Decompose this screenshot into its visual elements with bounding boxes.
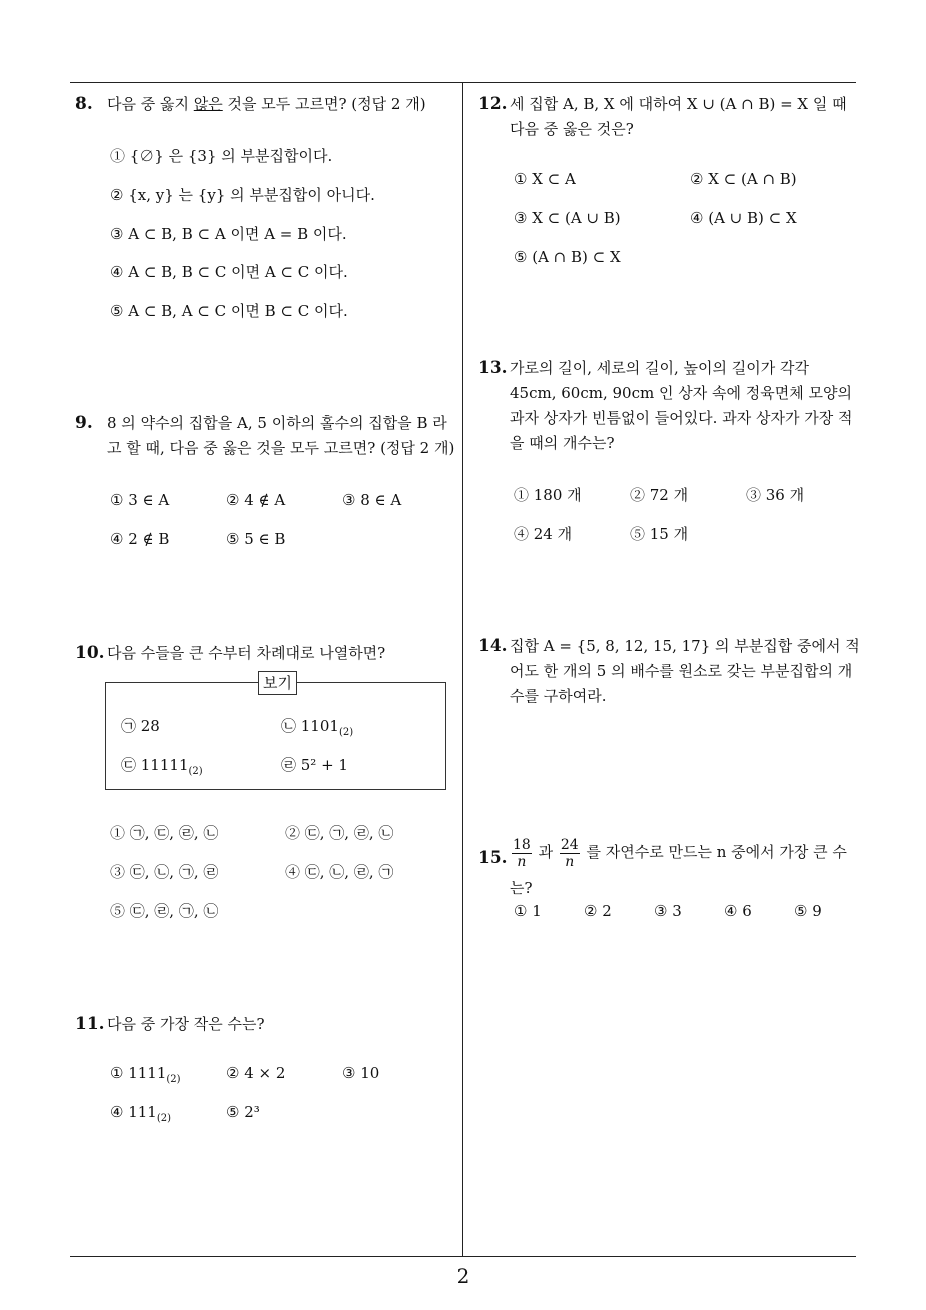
bogi-item-b: ㉡ $1101_{(2)}$ <box>281 717 354 738</box>
question-stem: 집합 A = {5, 8, 12, 15, 17} 의 부분집합 중에서 적어도 한 개의 5 의 배수를 원소로 갖는 부분집합의 개수를 구하여라. <box>510 637 860 705</box>
question-number: 10. <box>75 643 105 663</box>
choice-3[interactable]: ③ A ⊂ B, B ⊂ A 이면 A = B 이다. <box>110 225 347 243</box>
question-stem: 다음 수들을 큰 수부터 차례대로 나열하면? <box>107 644 386 662</box>
choice-1[interactable]: ① 3 ∈ A <box>110 491 170 509</box>
choice-1[interactable]: ① {∅} 은 {3} 의 부분집합이다. <box>110 147 333 165</box>
question-number: 15. <box>478 848 508 868</box>
choice-4[interactable]: ④ $111_{(2)}$ <box>110 1103 172 1124</box>
question-14 <box>478 634 860 709</box>
choice-1[interactable]: ① 1 <box>514 902 542 920</box>
choice-5[interactable]: ⑤ 2³ <box>226 1103 260 1121</box>
choice-1[interactable]: ① ㉠, ㉢, ㉣, ㉡ <box>110 824 219 842</box>
choice-4[interactable]: ④ (A ∪ B) ⊂ X <box>690 209 797 227</box>
question-number: 13. <box>478 358 508 378</box>
choice-4[interactable]: ④ 2 ∉ B <box>110 530 170 548</box>
question-stem: 가로의 길이, 세로의 길이, 높이의 길이가 각각 45cm, 60cm, 90cm 인 상자 속에 정육면체 모양의 과자 상자가 빈틈없이 들어있다. 과자 상자가 가장 적을 때의 개수는? <box>510 359 853 452</box>
choice-1[interactable]: ① $1111_{(2)}$ <box>110 1064 181 1085</box>
choice-4[interactable]: ④ 6 <box>724 902 752 920</box>
choice-3[interactable]: ③ X ⊂ (A ∪ B) <box>514 209 621 227</box>
choice-3[interactable]: ③ 8 ∈ A <box>342 491 402 509</box>
choice-3[interactable]: ③ 3 <box>654 902 682 920</box>
choice-3[interactable]: ③ ㉢, ㉡, ㉠, ㉣ <box>110 863 219 881</box>
choice-4[interactable]: ④ A ⊂ B, B ⊂ C 이면 A ⊂ C 이다. <box>110 263 348 281</box>
question-10 <box>75 641 455 666</box>
choice-5[interactable]: ⑤ 5 ∈ B <box>226 530 286 548</box>
question-stem: 8 의 약수의 집합을 A, 5 이하의 홀수의 집합을 B 라고 할 때, 다음 중 옳은 것을 모두 고르면? (정답 2 개) <box>107 414 455 457</box>
question-number: 11. <box>75 1014 105 1034</box>
choice-3[interactable]: ③ 36 개 <box>746 486 805 504</box>
bottom-rule <box>70 1256 856 1257</box>
question-stem: 다음 중 가장 작은 수는? <box>107 1015 265 1033</box>
question-9 <box>75 411 455 461</box>
question-number: 14. <box>478 636 508 656</box>
choice-3[interactable]: ③ 10 <box>342 1064 380 1082</box>
choice-2[interactable]: ② X ⊂ (A ∩ B) <box>690 170 797 188</box>
choice-2[interactable]: ② 2 <box>584 902 612 920</box>
question-12 <box>478 92 860 142</box>
choice-5[interactable]: ⑤ (A ∩ B) ⊂ X <box>514 248 621 266</box>
question-13 <box>478 356 860 456</box>
choice-4[interactable]: ④ ㉢, ㉡, ㉣, ㉠ <box>285 863 394 881</box>
top-rule <box>70 82 856 83</box>
bogi-box <box>105 674 446 790</box>
question-stem: 다음 중 옳지 않은 것을 모두 고르면? (정답 2 개) <box>107 95 426 113</box>
question-15 <box>478 834 860 906</box>
bogi-item-c: ㉢ $11111_{(2)}$ <box>121 756 203 777</box>
column-divider <box>462 82 463 1256</box>
choice-2[interactable]: ② {x, y} 는 {y} 의 부분집합이 아니다. <box>110 186 375 204</box>
fraction-24-over-n: $\frac{24}{n}$ <box>560 836 579 870</box>
choice-5[interactable]: ⑤ 9 <box>794 902 822 920</box>
choice-5[interactable]: ⑤ A ⊂ B, A ⊂ C 이면 B ⊂ C 이다. <box>110 302 348 320</box>
choice-2[interactable]: ② 72 개 <box>630 486 689 504</box>
bogi-item-d: ㉣ 5² + 1 <box>281 756 348 774</box>
choice-4[interactable]: ④ 24 개 <box>514 525 573 543</box>
question-number: 8. <box>75 94 93 114</box>
fraction-18-over-n: $\frac{18}{n}$ <box>513 836 531 870</box>
choice-2[interactable]: ② 4 × 2 <box>226 1064 286 1082</box>
choice-5[interactable]: ⑤ ㉢, ㉣, ㉠, ㉡ <box>110 902 219 920</box>
page-number: 2 <box>456 1264 470 1288</box>
question-number: 12. <box>478 94 508 114</box>
bogi-item-a: ㉠ 28 <box>121 717 160 735</box>
choice-5[interactable]: ⑤ 15 개 <box>630 525 689 543</box>
question-8 <box>75 92 455 117</box>
choice-1[interactable]: ① X ⊂ A <box>514 170 576 188</box>
choice-2[interactable]: ② ㉢, ㉠, ㉣, ㉡ <box>285 824 394 842</box>
question-stem: $\frac{18}{n}$ 과 $\frac{24}{n}$ 를 자연수로 만드는 n 중에서 가장 큰 수는? <box>510 836 847 897</box>
choice-1[interactable]: ① 180 개 <box>514 486 582 504</box>
bogi-label: 보기 <box>258 671 297 695</box>
question-11 <box>75 1012 455 1037</box>
question-stem: 세 집합 A, B, X 에 대하여 X ∪ (A ∩ B) = X 일 때 다음 중 옳은 것은? <box>510 95 847 138</box>
question-number: 9. <box>75 413 93 433</box>
choice-2[interactable]: ② 4 ∉ A <box>226 491 286 509</box>
